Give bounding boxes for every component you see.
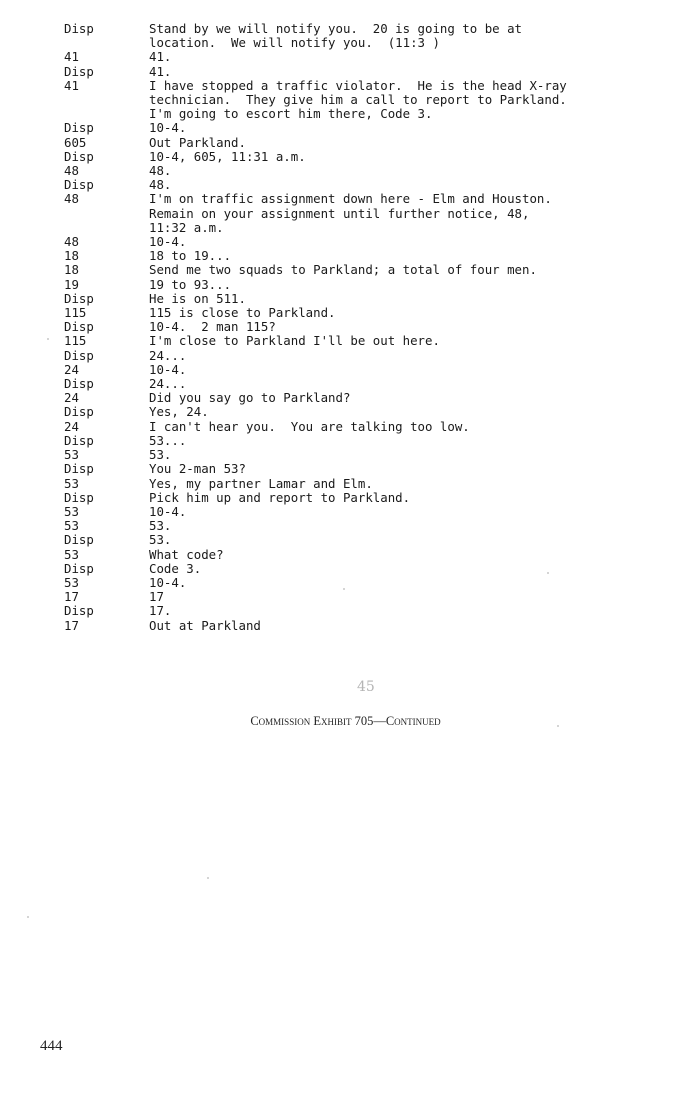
transcript-entry [0,22,691,50]
speaker-label: Disp [64,432,94,448]
transcript-entry [0,477,691,491]
message-text [149,533,649,547]
scan-speck [207,877,209,879]
transcript-entry [0,150,691,164]
exhibit-caption: Commission Exhibit 705—Continued [250,714,441,728]
transcript-entry [0,136,691,150]
radio-transcript [0,22,691,633]
message-line: 10-4. [149,361,187,377]
message-text [149,306,649,320]
transcript-entry [0,178,691,192]
speaker-label: Disp [64,347,94,363]
message-text [149,420,649,434]
message-line: 18 to 19... [149,248,232,264]
message-line: technician. They give him a call to report to Parkland. [149,92,567,108]
speaker-label: Disp [64,404,94,420]
speaker-label: Disp [64,120,94,136]
message-text [149,235,649,249]
speaker-label: Disp [64,560,94,576]
transcript-entry [0,448,691,462]
message-text [149,391,649,405]
message-line: Stand by we will notify you. 20 is going to be at [149,21,522,36]
message-text [149,178,649,192]
message-line: 53. [149,532,172,548]
message-line: Pick him up and report to Parkland. [149,489,411,505]
message-text [149,22,649,50]
transcript-entry [0,320,691,334]
message-line: 19 to 93... [149,276,232,292]
message-text [149,278,649,292]
message-line: 41. [149,63,172,79]
speaker-label: 17 [64,617,79,633]
transcript-entry [0,434,691,448]
message-text [149,292,649,306]
transcript-entry [0,192,691,235]
transcript-entry [0,334,691,348]
message-text [149,491,649,505]
message-line: 10-4. [149,120,187,136]
message-line: I can't hear you. You are talking too low. [149,418,470,434]
transcript-entry [0,235,691,249]
speaker-label: 48 [64,163,79,179]
speaker-label: 41 [64,49,79,65]
message-text [149,576,649,590]
message-line: 10-4. [149,234,187,250]
scan-speck [47,338,49,340]
speaker-label: Disp [64,603,94,619]
message-line: He is on 511. [149,290,246,306]
transcript-entry [0,462,691,476]
transcript-entry [0,562,691,576]
speaker-label: Disp [64,319,94,335]
transcript-entry [0,50,691,64]
transcript-entry [0,491,691,505]
message-line: 17 [149,589,164,605]
transcript-entry [0,79,691,122]
page-number: 444 [40,1038,63,1054]
message-line: Code 3. [149,560,202,576]
transcript-entry [0,533,691,547]
message-line: Remain on your assignment until further notice, 48, [149,205,530,221]
transcript-entry [0,292,691,306]
message-line: 24... [149,347,187,363]
speaker-label: 18 [64,248,79,264]
scan-speck [343,588,345,590]
speaker-label: Disp [64,461,94,477]
transcript-entry [0,519,691,533]
message-line: Out at Parkland [149,617,261,633]
message-line: Did you say go to Parkland? [149,390,351,406]
message-text [149,590,649,604]
message-line: 53... [149,432,187,448]
transcript-entry [0,278,691,292]
scan-speck [27,916,29,918]
message-line: Yes, 24. [149,404,209,420]
message-line: 48. [149,177,172,193]
speaker-label: 41 [64,77,79,93]
message-line: Yes, my partner Lamar and Elm. [149,475,373,491]
transcript-entry [0,405,691,419]
transcript-entry [0,363,691,377]
message-text [149,519,649,533]
message-line: 24... [149,376,187,392]
message-text [149,548,649,562]
speaker-label: 53 [64,447,79,463]
speaker-label: 53 [64,574,79,590]
message-line: I'm on traffic assignment down here - Elm and Houston. [149,191,552,207]
message-line: 17. [149,603,172,619]
transcript-entry [0,548,691,562]
speaker-label: Disp [64,489,94,505]
message-text [149,477,649,491]
transcript-entry [0,590,691,604]
message-text [149,79,649,122]
transcript-entry [0,306,691,320]
message-text [149,65,649,79]
message-text [149,320,649,334]
transcript-entry [0,164,691,178]
message-line: I'm going to escort him there, Code 3. [149,106,433,122]
transcript-entry [0,576,691,590]
speaker-label: 53 [64,546,79,562]
message-text [149,349,649,363]
message-line: 115 is close to Parkland. [149,305,336,321]
message-text [149,363,649,377]
message-line: 53. [149,447,172,463]
message-line: Out Parkland. [149,134,246,150]
transcript-entry [0,263,691,277]
speaker-label: 115 [64,333,87,349]
message-text [149,263,649,277]
transcript-entry [0,249,691,263]
message-text [149,50,649,64]
scan-speck [547,572,549,574]
message-text [149,334,649,348]
transcript-entry [0,604,691,618]
speaker-label: 53 [64,475,79,491]
message-line: 10-4. [149,574,187,590]
message-line: 41. [149,49,172,65]
message-line: What code? [149,546,224,562]
transcript-entry [0,391,691,405]
transcript-entry [0,420,691,434]
transcript-entry [0,349,691,363]
speaker-label: Disp [64,532,94,548]
message-text [149,121,649,135]
speaker-label: Disp [64,290,94,306]
message-line: location. We will notify you. (11:3 ) [149,35,440,51]
message-text [149,562,649,576]
message-text [149,136,649,150]
speaker-label: Disp [64,177,94,193]
message-line: I have stopped a traffic violator. He is the head X-ray [149,77,567,93]
message-line: 11:32 a.m. [149,219,224,235]
message-text [149,150,649,164]
message-text [149,462,649,476]
speaker-label: 19 [64,276,79,292]
transcript-entry [0,377,691,391]
speaker-label: 115 [64,305,87,321]
scan-speck [557,725,559,727]
speaker-label: 48 [64,234,79,250]
message-text [149,604,649,618]
message-text [149,192,649,235]
faint-stamp-mark: 45 [357,679,375,695]
speaker-label: Disp [64,21,94,36]
speaker-label: 53 [64,518,79,534]
message-line: 10-4, 605, 11:31 a.m. [149,148,306,164]
speaker-label: Disp [64,376,94,392]
message-text [149,249,649,263]
speaker-label: 53 [64,503,79,519]
message-line: 53. [149,518,172,534]
speaker-label: 24 [64,361,79,377]
message-text [149,505,649,519]
message-text [149,377,649,391]
message-line: 10-4. [149,503,187,519]
speaker-label: 18 [64,262,79,278]
message-text [149,164,649,178]
transcript-entry [0,65,691,79]
message-line: Send me two squads to Parkland; a total of four men. [149,262,537,278]
speaker-label: 24 [64,390,79,406]
speaker-label: 48 [64,191,79,207]
transcript-entry [0,619,691,633]
transcript-entry [0,121,691,135]
message-line: 48. [149,163,172,179]
message-line: You 2-man 53? [149,461,246,477]
message-text [149,405,649,419]
message-text [149,448,649,462]
speaker-label: Disp [64,63,94,79]
transcript-entry [0,505,691,519]
message-text [149,434,649,448]
speaker-label: Disp [64,148,94,164]
speaker-label: 17 [64,589,79,605]
message-text [149,619,649,633]
message-line: 10-4. 2 man 115? [149,319,276,335]
message-line: I'm close to Parkland I'll be out here. [149,333,440,349]
speaker-label: 605 [64,134,87,150]
speaker-label: 24 [64,418,79,434]
